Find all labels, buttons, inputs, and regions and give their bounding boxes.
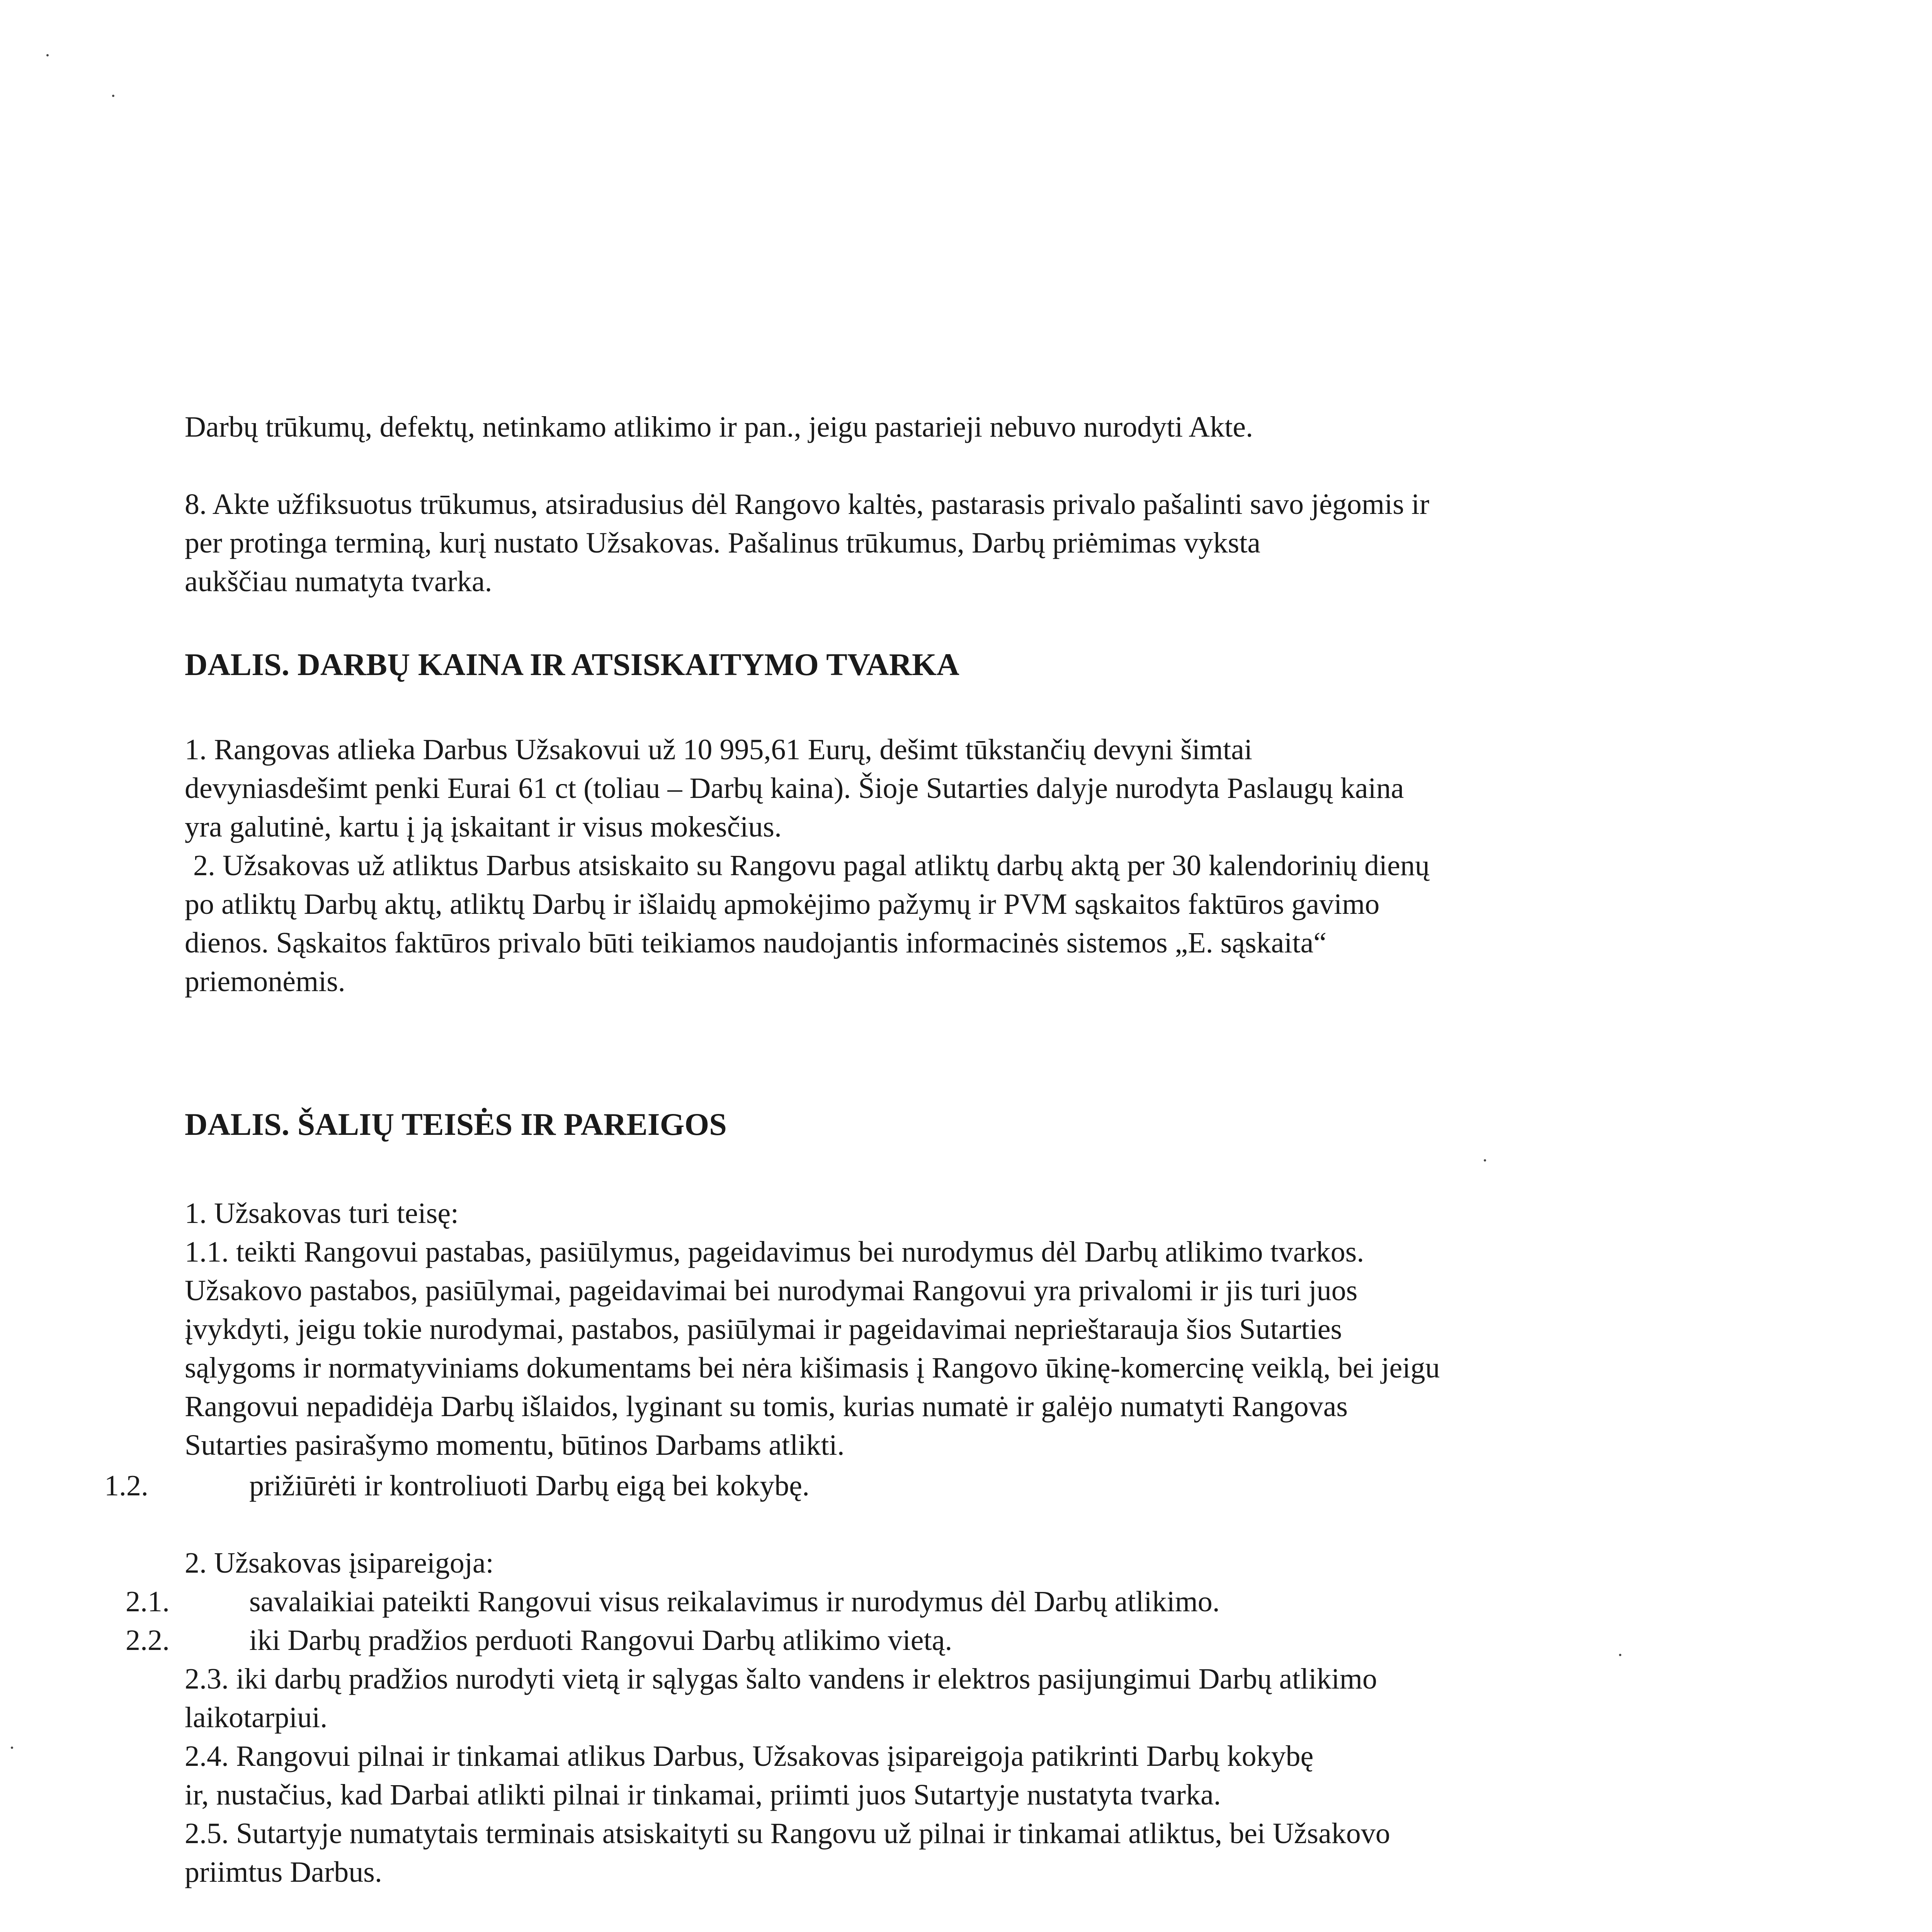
paragraph-line: Sutarties pasirašymo momentu, būtinos Darbams atlikti. [185,1429,845,1461]
scan-speck [1619,1654,1621,1656]
scan-speck [112,95,114,97]
paragraph-line: sąlygoms ir normatyviniams dokumentams bei nėra kišimasis į Rangovo ūkinę-komercinę veiklą, bei jeigu [185,1352,1440,1384]
paragraph-line: prižiūrėti ir kontroliuoti Darbų eigą bei kokybę. [249,1469,810,1502]
paragraph-line: aukščiau numatyta tvarka. [185,565,492,598]
paragraph-line: 2.4. Rangovui pilnai ir tinkamai atlikus Darbus, Užsakovas įsipareigoja patikrinti Darbų kokybę [185,1740,1314,1772]
paragraph-line: Rangovui nepadidėja Darbų išlaidos, lyginant su tomis, kurias numatė ir galėjo numatyti Rangovas [185,1390,1348,1423]
paragraph-line: iki Darbų pradžios perduoti Rangovui Darbų atlikimo vietą. [249,1624,952,1656]
item-number: 2.2. [126,1624,170,1656]
section-heading: DALIS. DARBŲ KAINA IR ATSISKAITYMO TVARKA [185,647,959,682]
paragraph-line: priimtus Darbus. [185,1856,382,1888]
item-number: 1.2. [104,1469,148,1502]
paragraph-line: 2. Užsakovas įsipareigoja: [185,1547,494,1579]
scan-speck [11,1747,13,1749]
paragraph-line: laikotarpiui. [185,1701,328,1734]
paragraph-line: 1.1. teikti Rangovui pastabas, pasiūlymus, pageidavimus bei nurodymus dėl Darbų atlikimo tvarkos. [185,1236,1364,1268]
paragraph-line: priemonėmis. [185,965,345,998]
scan-speck [46,54,49,56]
paragraph-line: po atliktų Darbų aktų, atliktų Darbų ir išlaidų apmokėjimo pažymų ir PVM sąskaitos faktūros gavimo [185,888,1380,920]
paragraph-line: per protinga terminą, kurį nustato Užsakovas. Pašalinus trūkumus, Darbų priėmimas vyksta [185,527,1261,559]
scan-speck [1484,1159,1486,1162]
paragraph-line: savalaikiai pateikti Rangovui visus reikalavimus ir nurodymus dėl Darbų atlikimo. [249,1585,1220,1618]
item-number: 2.1. [126,1585,170,1618]
paragraph-line: 8. Akte užfiksuotus trūkumus, atsiradusius dėl Rangovo kaltės, pastarasis privalo pašalinti savo jėgomis ir [185,488,1430,520]
paragraph-line: Darbų trūkumų, defektų, netinkamo atlikimo ir pan., jeigu pastarieji nebuvo nurodyti Akte. [185,411,1253,443]
paragraph-line: yra galutinė, kartu į ją įskaitant ir visus mokesčius. [185,811,782,843]
paragraph-line: įvykdyti, jeigu tokie nurodymai, pastabos, pasiūlymai ir pageidavimai neprieštarauja šios Sutarties [185,1313,1342,1345]
paragraph-line: devyniasdešimt penki Eurai 61 ct (toliau – Darbų kaina). Šioje Sutarties dalyje nurodyta Paslaugų kaina [185,772,1404,804]
paragraph-line: 2.5. Sutartyje numatytais terminais atsiskaityti su Rangovu už pilnai ir tinkamai atliktus, bei Užsakovo [185,1817,1390,1850]
paragraph-line: 1. Užsakovas turi teisę: [185,1197,459,1230]
paragraph-line: 2.3. iki darbų pradžios nurodyti vietą ir sąlygas šalto vandens ir elektros pasijungimui Darbų atlikimo [185,1663,1377,1695]
paragraph-line: 2. Užsakovas už atliktus Darbus atsiskaito su Rangovu pagal atliktų darbų aktą per 30 kalendorinių dienų [193,849,1430,882]
paragraph-line: ir, nustačius, kad Darbai atlikti pilnai ir tinkamai, priimti juos Sutartyje nustatyta tvarka. [185,1779,1221,1811]
paragraph-line: dienos. Sąskaitos faktūros privalo būti teikiamos naudojantis informacinės sistemos „E. sąskaita“ [185,927,1327,959]
paragraph-line: Užsakovo pastabos, pasiūlymai, pageidavimai bei nurodymai Rangovui yra privalomi ir jis turi juos [185,1274,1358,1307]
paragraph-line: 1. Rangovas atlieka Darbus Užsakovui už 10 995,61 Eurų, dešimt tūkstančių devyni šimtai [185,733,1252,766]
section-heading: DALIS. ŠALIŲ TEISĖS IR PAREIGOS [185,1107,727,1142]
